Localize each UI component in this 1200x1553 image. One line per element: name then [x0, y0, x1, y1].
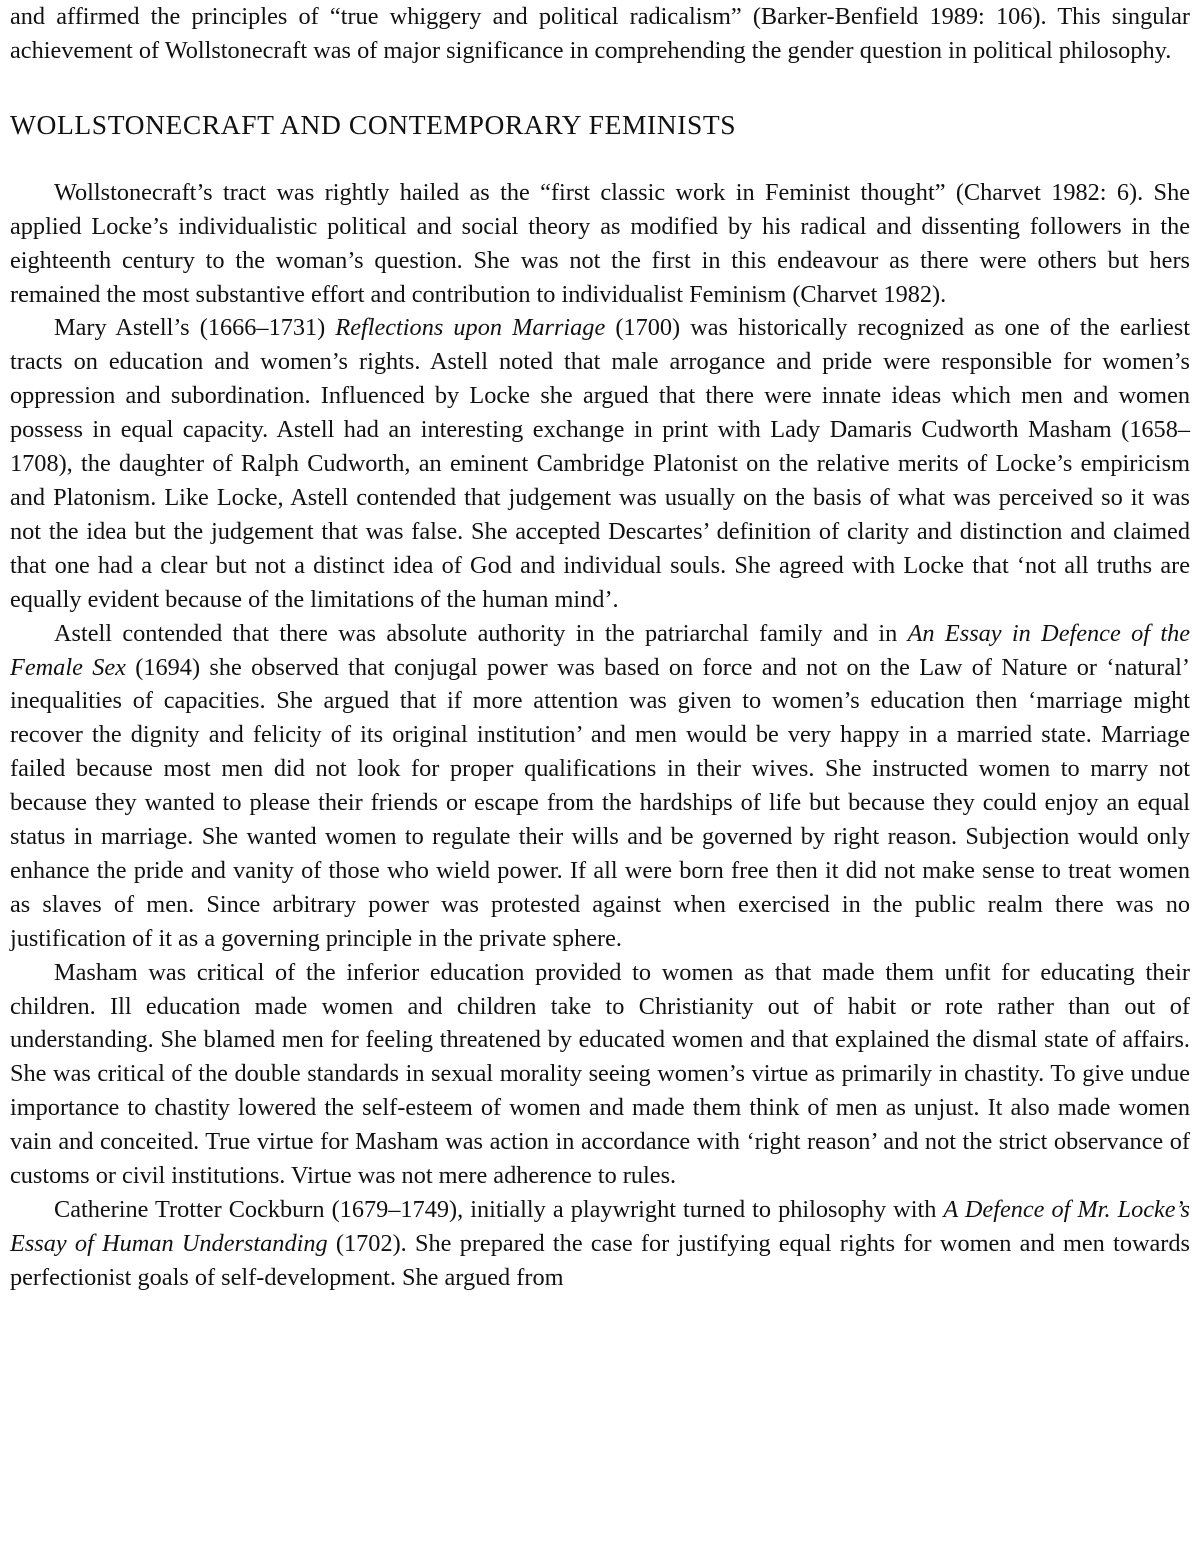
paragraph-lead-text: Mary Astell’s (1666–1731): [54, 314, 336, 342]
intro-paragraph: and affirmed the principles of “true whiggery and political radicalism” (Barker-Benfield 1989: 106). This singular achievement of Wollstonecraft was of major significance in comprehending the gender question in political philosophy.: [10, 3, 1190, 64]
paragraph-wollstonecraft-tract: Wollstonecraft’s tract was rightly hailed as the “first classic work in Feminist thought” (Charvet 1982: 6). She applied Locke’s individualistic political and social theory as modified by his radical and dissenting followers in the eighteenth century to the woman’s question. She was not the first in this endeavour as there were others but hers remained the most substantive effort and contribution to individualist Feminism (Charvet 1982).: [10, 178, 1190, 308]
paragraph-rest-text: (1702). She prepared the case for justifying equal rights for women and men towards perfectionist goals of self-development. She argued from: [10, 1229, 1190, 1291]
paragraph-masham: Masham was critical of the inferior education provided to women as that made them unfit for educating their children. Ill education made women and children take to Christianity out of habit or rote rather than out of understanding. She blamed men for feeling threatened by educated women and that explained the dismal state of affairs. She was critical of the double standards in sexual morality seeing women’s virtue as primarily in chastity. To give undue importance to chastity lowered the self-esteem of women and made them think of men as unjust. It also made women vain and conceited. True virtue for Masham was action in accordance with ‘right reason’ and not the strict observance of customs or civil institutions. Virtue was not mere adherence to rules.: [10, 958, 1190, 1190]
paragraph-rest-text: (1700) was historically recognized as one of the earliest tracts on education and women’s rights. Astell noted that male arrogance and pride were responsible for women’s oppression and subordination. Influenced by Locke she argued that there were innate ideas which men and women possess in equal capacity. Astell had an interesting exchange in print with Lady Damaris Cudworth Masham (1658–1708), the daughter of Ralph Cudworth, an eminent Cambridge Platonist on the relative merits of Locke’s empiricism and Platonism. Like Locke, Astell contended that judgement was usually on the basis of what was perceived so it was not the idea but the judgement that was false. She accepted Descartes’ definition of clarity and distinction and claimed that one had a clear but not a distinct idea of God and individual souls. She agreed with Locke that ‘not all truths are equally evident because of the limitations of the human mind’.: [10, 314, 1190, 613]
section-heading: WOLLSTONECRAFT AND CONTEMPORARY FEMINISTS: [10, 108, 737, 140]
paragraph-astell-authority: [10, 617, 1190, 956]
book-title-defence-of-locke-essay: A Defence of Mr. Locke’s Essay of Human Understanding: [10, 1196, 1191, 1257]
paragraph-lead-text: Catherine Trotter Cockburn (1679–1749), initially a playwright turned to philosophy with: [54, 1196, 944, 1223]
section-heading-block: [10, 108, 1190, 142]
paragraph-mary-astell: [10, 311, 1190, 616]
book-title-essay-defence-female-sex: An Essay in Defence of the Female Sex: [10, 619, 1190, 681]
paragraph-lead-text: Astell contended that there was absolute authority in the patriarchal family and in: [54, 619, 908, 647]
document-page: [10, 0, 1190, 1295]
book-title-reflections-upon-marriage: Reflections upon Marriage: [335, 314, 606, 342]
paragraph-catherine-cockburn: [10, 1193, 1190, 1295]
paragraph-rest-text: (1694) she observed that conjugal power was based on force and not on the Law of Nature or ‘natural’ inequalities of capacities. She argued that if more attention was given to women’s education then ‘marriage might recover the dignity and felicity of its original institution’ and men would be very happy in a married state. Marriage failed because most men did not look for proper qualifications in their wives. She instructed women to marry not because they wanted to please their friends or escape from the hardships of life but because they could enjoy an equal status in marriage. She wanted women to regulate their wills and be governed by right reason. Subjection would only enhance the pride and vanity of those who wield power. If all were born free then it did not make sense to treat women as slaves of men. Since arbitrary power was protested against when exercised in the public realm there was no justification of it as a governing principle in the private sphere.: [10, 653, 1190, 952]
